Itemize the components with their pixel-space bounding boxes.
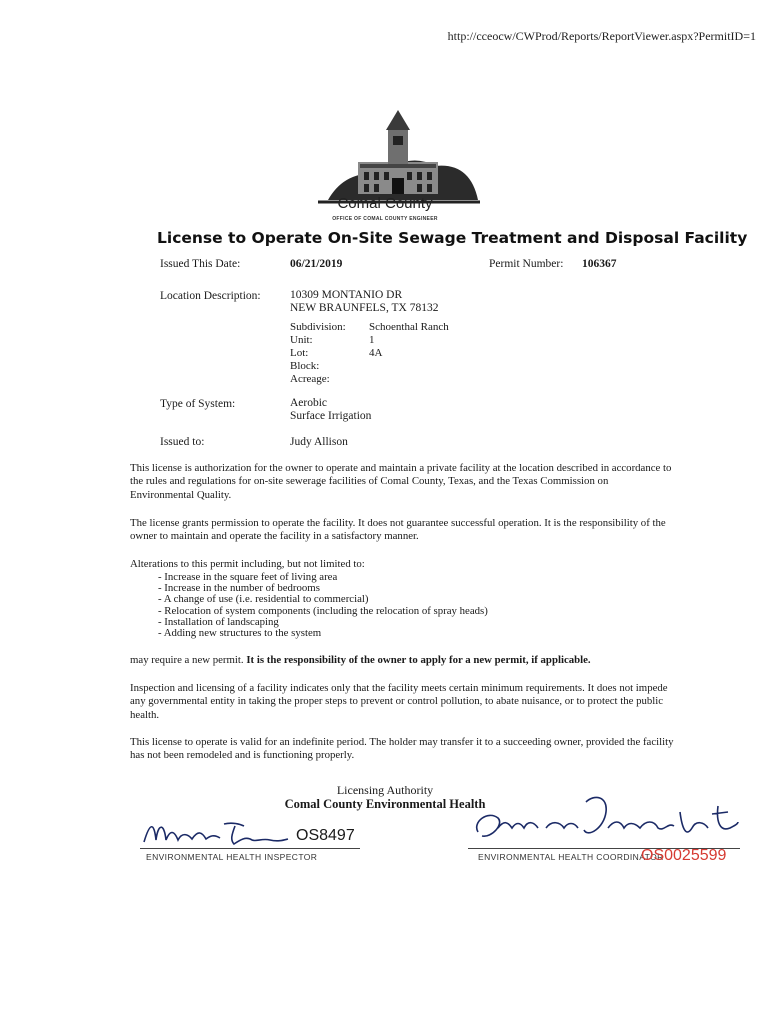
system-type-label: Type of System:: [160, 398, 236, 410]
alterations-list: [158, 572, 488, 639]
unit-value: 1: [369, 334, 375, 346]
licensing-authority-name: Comal County Environmental Health: [284, 797, 486, 811]
list-item: - Adding new structures to the system: [158, 628, 488, 639]
acreage-label: Acreage:: [290, 373, 330, 385]
system-type-line-1: Aerobic: [290, 397, 328, 409]
issued-date-label: Issued This Date:: [160, 258, 241, 270]
unit-label: Unit:: [290, 334, 313, 346]
licensing-authority-label: Licensing Authority: [336, 783, 434, 797]
inspector-signature-line: [140, 848, 360, 849]
system-type-line-2: Surface Irrigation: [290, 410, 372, 422]
coordinator-signature-icon: [468, 792, 740, 852]
page-title: License to Operate On-Site Sewage Treatment and Disposal Facility: [157, 229, 748, 247]
inspector-signature-icon: [140, 812, 290, 850]
inspector-id: OS8497: [296, 827, 355, 844]
coordinator-caption: ENVIRONMENTAL HEALTH COORDINATOR: [478, 852, 664, 862]
subdivision-value: Schoenthal Ranch: [369, 321, 449, 333]
paragraph-permission: The license grants permission to operate the facility. It does not guarantee successful operation. It is the responsibility of the owner to maintain and operate the facility in a satisfactory manner.: [130, 517, 666, 543]
paragraph-validity: This license to operate is valid for an indefinite period. The holder may transfer it to a succeeding owner, provided the facility has not been remodeled and is functioning properly.: [130, 736, 674, 762]
address-line-1: 10309 MONTANIO DR: [290, 289, 403, 301]
coordinator-id: OS0025599: [641, 847, 727, 864]
location-label: Location Description:: [160, 290, 261, 302]
paragraph-inspection: Inspection and licensing of a facility indicates only that the facility meets certain minimum requirements. It does not impede any governmental entity in taking the proper steps to prevent or control pollution, to abate nuisance, or to protect the public health.: [130, 682, 668, 721]
list-item: - Relocation of system components (including the relocation of spray heads): [158, 606, 488, 617]
issued-to-label: Issued to:: [160, 436, 205, 448]
permit-number-label: Permit Number:: [489, 258, 564, 270]
block-label: Block:: [290, 360, 320, 372]
inspector-caption: ENVIRONMENTAL HEALTH INSPECTOR: [146, 852, 318, 862]
address-line-2: NEW BRAUNFELS, TX 78132: [290, 302, 439, 314]
county-office: OFFICE OF COMAL COUNTY ENGINEER: [332, 216, 438, 222]
paragraph-alterations-tail: [130, 654, 675, 667]
list-item: - A change of use (i.e. residential to commercial): [158, 594, 488, 605]
owner-responsibility-note: It is the responsibility of the owner to apply for a new permit, if applicable.: [246, 654, 591, 666]
county-name: Comal County: [337, 195, 433, 212]
paragraph-authorization: This license is authorization for the owner to operate and maintain a private facility at the location described in accordance to the rules and regulations for on-site sewerage facilities of Comal County, Texas, and the Texas Commission on Environmental Quality.: [130, 462, 672, 501]
permit-number: 106367: [582, 258, 617, 270]
lot-label: Lot:: [290, 347, 309, 359]
list-item: - Installation of landscaping: [158, 617, 488, 628]
list-item: - Increase in the number of bedrooms: [158, 583, 488, 594]
issued-date: 06/21/2019: [290, 258, 343, 270]
new-permit-note: may require a new permit.: [130, 654, 244, 666]
source-url: http://cceocw/CWProd/Reports/ReportViewer.aspx?PermitID=1: [447, 29, 756, 43]
subdivision-label: Subdivision:: [290, 321, 346, 333]
list-item: - Increase in the square feet of living area: [158, 572, 488, 583]
lot-value: 4A: [369, 347, 383, 359]
issued-to-value: Judy Allison: [290, 436, 348, 448]
paragraph-alterations-intro: Alterations to this permit including, but not limited to:: [130, 558, 365, 570]
courthouse-seal-icon: [310, 108, 485, 208]
